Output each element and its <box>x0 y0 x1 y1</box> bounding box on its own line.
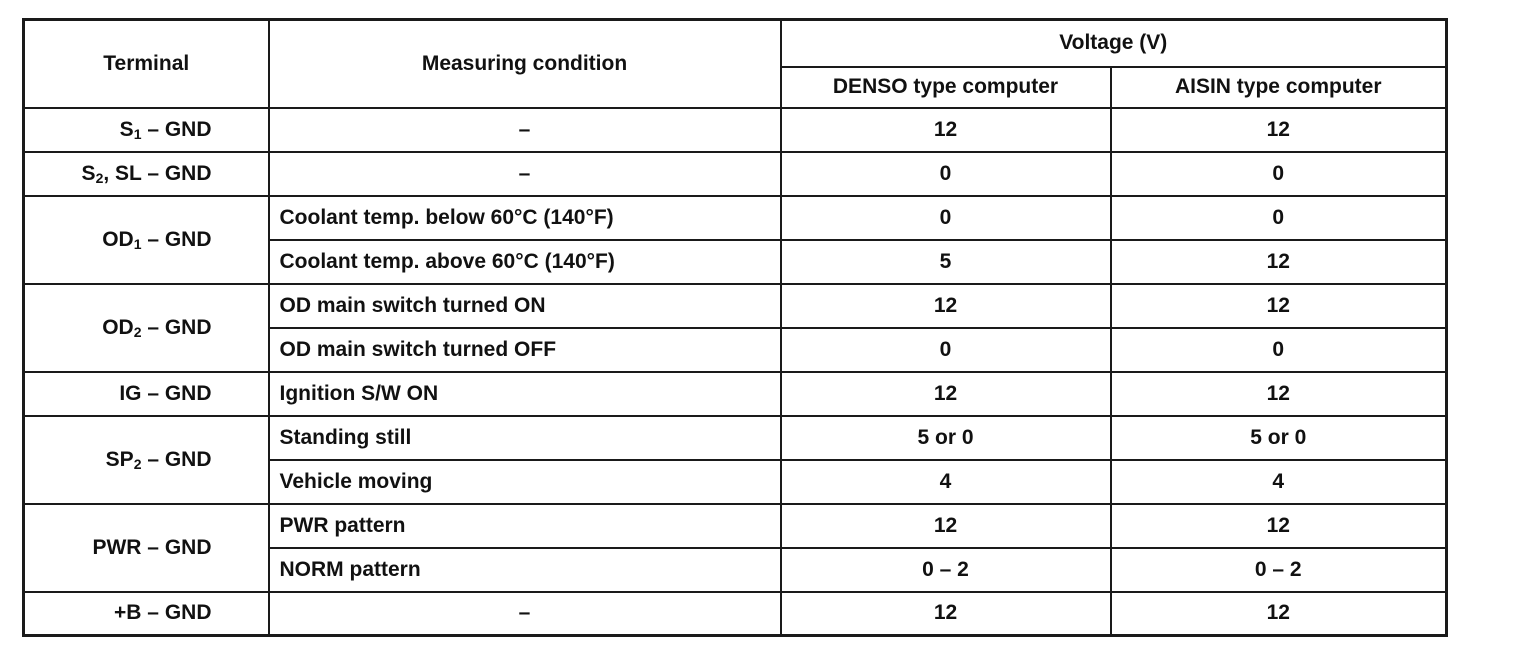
terminal-suffix: – GND <box>141 117 212 141</box>
condition-cell: Standing still <box>269 416 781 460</box>
terminal-subscript: 1 <box>133 125 142 142</box>
denso-voltage-cell: 12 <box>781 284 1111 328</box>
condition-cell: NORM pattern <box>269 548 781 592</box>
condition-cell: – <box>269 108 781 152</box>
header-measuring-condition: Measuring condition <box>269 20 781 108</box>
denso-voltage-cell: 12 <box>781 592 1111 636</box>
terminal-cell: IG – GND <box>24 372 269 416</box>
table-row <box>24 372 1447 416</box>
aisin-voltage-cell: 5 or 0 <box>1111 416 1447 460</box>
terminal-voltage-table <box>22 18 1448 637</box>
terminal-cell <box>24 416 269 504</box>
terminal-label: OD <box>102 315 134 339</box>
terminal-cell <box>24 152 269 196</box>
terminal-label: OD <box>102 227 134 251</box>
condition-cell: Coolant temp. above 60°C (140°F) <box>269 240 781 284</box>
table-row <box>24 416 1447 460</box>
terminal-cell <box>24 284 269 372</box>
header-aisin: AISIN type computer <box>1111 67 1447 108</box>
aisin-voltage-cell: 0 <box>1111 196 1447 240</box>
denso-voltage-cell: 0 – 2 <box>781 548 1111 592</box>
denso-voltage-cell: 12 <box>781 504 1111 548</box>
condition-cell: – <box>269 152 781 196</box>
condition-cell: – <box>269 592 781 636</box>
denso-voltage-cell: 5 <box>781 240 1111 284</box>
terminal-cell <box>24 108 269 152</box>
terminal-suffix: – GND <box>141 227 212 251</box>
terminal-suffix: , SL – GND <box>103 161 212 185</box>
terminal-cell: +B – GND <box>24 592 269 636</box>
aisin-voltage-cell: 12 <box>1111 592 1447 636</box>
condition-cell: OD main switch turned ON <box>269 284 781 328</box>
header-denso: DENSO type computer <box>781 67 1111 108</box>
table-row <box>24 108 1447 152</box>
terminal-label: SP <box>105 447 134 471</box>
denso-voltage-cell: 0 <box>781 196 1111 240</box>
terminal-cell <box>24 196 269 284</box>
aisin-voltage-cell: 12 <box>1111 240 1447 284</box>
table-row <box>24 284 1447 328</box>
condition-cell: PWR pattern <box>269 504 781 548</box>
header-voltage: Voltage (V) <box>781 20 1447 67</box>
header-row <box>24 20 1447 67</box>
denso-voltage-cell: 12 <box>781 108 1111 152</box>
table-row <box>24 504 1447 548</box>
aisin-voltage-cell: 0 – 2 <box>1111 548 1447 592</box>
denso-voltage-cell: 5 or 0 <box>781 416 1111 460</box>
terminal-subscript: 2 <box>133 323 142 340</box>
terminal-suffix: – GND <box>141 447 212 471</box>
aisin-voltage-cell: 12 <box>1111 284 1447 328</box>
aisin-voltage-cell: 0 <box>1111 328 1447 372</box>
terminal-subscript: 2 <box>95 169 104 186</box>
denso-voltage-cell: 12 <box>781 372 1111 416</box>
aisin-voltage-cell: 4 <box>1111 460 1447 504</box>
terminal-label: S <box>81 161 96 185</box>
aisin-voltage-cell: 12 <box>1111 108 1447 152</box>
table-row <box>24 196 1447 240</box>
aisin-voltage-cell: 12 <box>1111 504 1447 548</box>
denso-voltage-cell: 0 <box>781 152 1111 196</box>
header-terminal: Terminal <box>24 20 269 108</box>
terminal-subscript: 1 <box>133 235 142 252</box>
condition-cell: Coolant temp. below 60°C (140°F) <box>269 196 781 240</box>
table-row <box>24 152 1447 196</box>
condition-cell: Vehicle moving <box>269 460 781 504</box>
denso-voltage-cell: 0 <box>781 328 1111 372</box>
table-row <box>24 592 1447 636</box>
condition-cell: OD main switch turned OFF <box>269 328 781 372</box>
aisin-voltage-cell: 0 <box>1111 152 1447 196</box>
terminal-cell: PWR – GND <box>24 504 269 592</box>
condition-cell: Ignition S/W ON <box>269 372 781 416</box>
aisin-voltage-cell: 12 <box>1111 372 1447 416</box>
terminal-suffix: – GND <box>141 315 212 339</box>
terminal-label: S <box>119 117 134 141</box>
terminal-subscript: 2 <box>133 455 142 472</box>
denso-voltage-cell: 4 <box>781 460 1111 504</box>
